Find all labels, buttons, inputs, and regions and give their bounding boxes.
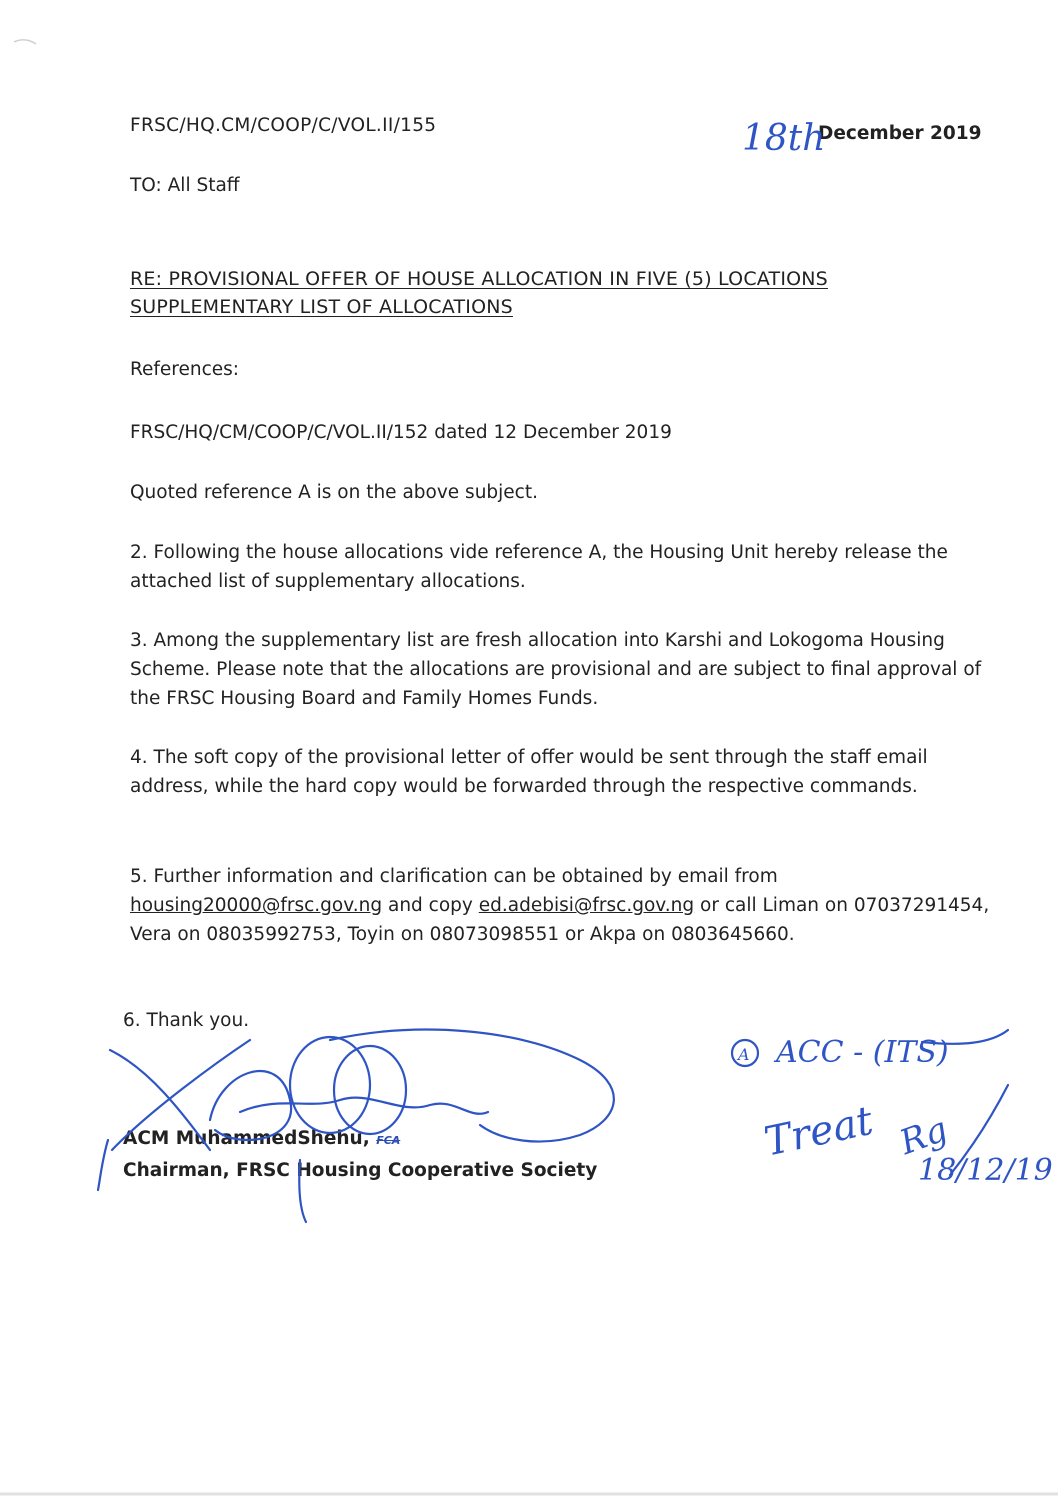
references-value: FRSC/HQ/CM/COOP/C/VOL.II/152 dated 12 December 2019 (130, 422, 672, 443)
handwritten-date-day (742, 118, 825, 159)
email-link-housing[interactable]: housing20000@frsc.gov.ng (130, 895, 383, 916)
signatory-name-text: ACM MuhammedShehu, (123, 1128, 370, 1149)
annotation-line-1: ACC - (ITS) (776, 1035, 949, 1070)
paragraph-2: 2. Following the house allocations vide reference A, the Housing Unit hereby release the attached list of supplementary allocations. (130, 542, 948, 592)
document-date: December 2019 (818, 123, 982, 144)
annotation-initials: Rg (894, 1109, 953, 1164)
signatory-suffix: FCA (376, 1134, 401, 1147)
signatory-title: Chairman, FRSC Housing Cooperative Society (123, 1160, 598, 1181)
paragraph-5-intro: 5. Further information and clarification can be obtained by email from (130, 866, 778, 887)
document-reference: FRSC/HQ.CM/COOP/C/VOL.II/155 (130, 115, 437, 136)
paragraph-3: 3. Among the supplementary list are fresh allocation into Karshi and Lokogoma Housing Scheme. Please note that the allocations are provisional and are subject to final approval of the FRSC Housing Board and Family Homes Funds. (130, 630, 982, 709)
paragraph-5-mid: and copy (388, 895, 473, 916)
svg-text:A: A (738, 1045, 750, 1064)
references-label: References: (130, 359, 240, 380)
subject-line-1: RE: PROVISIONAL OFFER OF HOUSE ALLOCATION IN FIVE (5) LOCATIONS (130, 268, 828, 290)
annotation-date: 18/12/19 (918, 1153, 1053, 1188)
subject-line-2: SUPPLEMENTARY LIST OF ALLOCATIONS (130, 296, 513, 318)
annotation-line-2: Treat (760, 1097, 877, 1166)
handwritten-annotation (732, 1030, 1053, 1188)
signature-icon (98, 1030, 614, 1222)
paragraph-5-rest: or call Liman on 07037291454, Vera on 08035992753, Toyin on 08073098551 or Akpa on 0803645660. (130, 895, 990, 945)
scan-mark-icon (14, 40, 36, 44)
paragraph-1: Quoted reference A is on the above subject. (130, 482, 538, 503)
addressee: TO: All Staff (130, 175, 240, 196)
paragraph-4: 4. The soft copy of the provisional letter of offer would be sent through the staff email address, while the hard copy would be forwarded through the respective commands. (130, 747, 928, 797)
email-link-adebisi[interactable]: ed.adebisi@frsc.gov.ng (478, 895, 695, 916)
handwritten-date-day-text: 18th (742, 118, 826, 159)
closing: 6. Thank you. (123, 1010, 250, 1031)
